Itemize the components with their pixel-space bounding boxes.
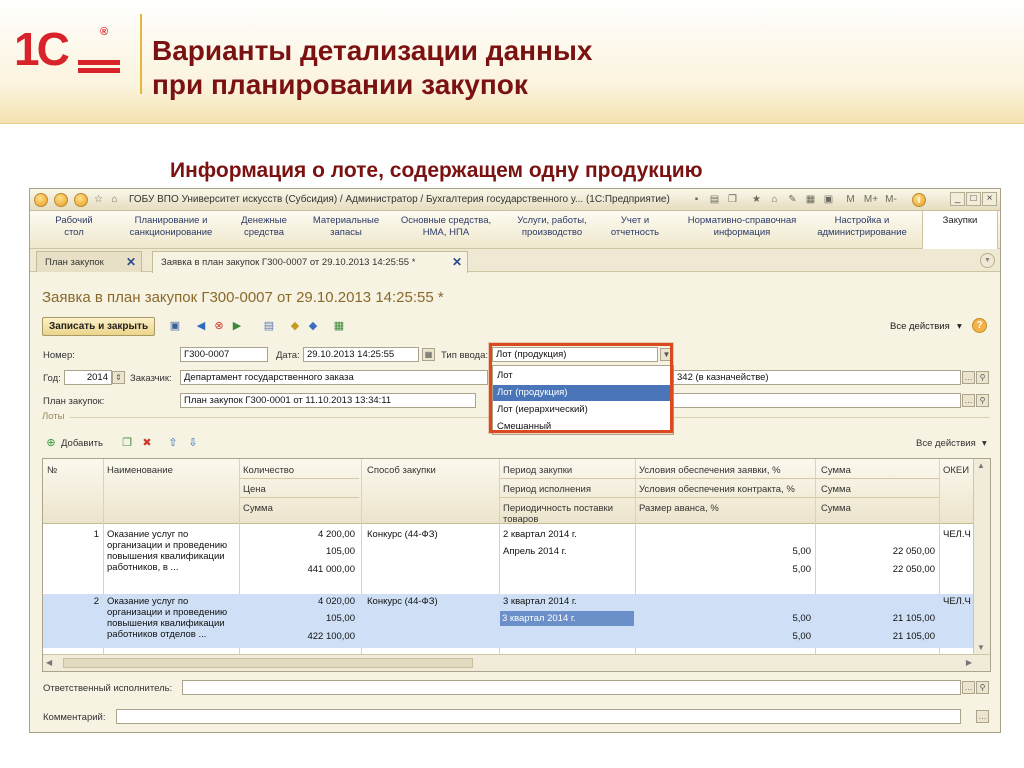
cell-num: 1 bbox=[93, 529, 99, 540]
cell-qty: 4 200,00 bbox=[318, 529, 355, 540]
cell-sum4: 22 050,00 bbox=[892, 564, 935, 575]
slide-title-line-1: Варианты детализации данных bbox=[152, 35, 593, 66]
add-icon[interactable]: ⊕ bbox=[46, 437, 56, 449]
col-cond-app[interactable]: Условия обеспечения заявки, % bbox=[639, 465, 781, 476]
year-field[interactable]: 2014 bbox=[64, 370, 112, 385]
input-type-select[interactable]: Лот (продукция) bbox=[492, 347, 658, 362]
table-row[interactable] bbox=[43, 594, 973, 648]
slide-title bbox=[152, 34, 752, 102]
number-label: Номер: bbox=[43, 350, 75, 361]
customer-field-tail[interactable]: 342 (в казначействе) bbox=[673, 370, 961, 385]
header-divider bbox=[499, 497, 939, 498]
plan-field-tail[interactable] bbox=[673, 393, 961, 408]
scroll-right-icon[interactable]: ▶ bbox=[965, 658, 972, 667]
section-label: Услуги, работы, производство bbox=[517, 215, 587, 238]
table-icon[interactable]: ▦ bbox=[805, 194, 816, 205]
tab-label: Заявка в план закупок Г300-0007 от 29.10.2013 14:25:55 * bbox=[161, 257, 416, 268]
plan-label: План закупок: bbox=[43, 396, 105, 407]
cell-method: Конкурс (44-ФЗ) bbox=[367, 529, 438, 540]
section-purchases[interactable] bbox=[922, 211, 998, 249]
app-window bbox=[29, 188, 1001, 733]
close-tab-icon[interactable]: ✕ bbox=[125, 255, 136, 269]
scroll-left-icon[interactable]: ◀ bbox=[46, 658, 53, 667]
cell-cond-contract: 5,00 bbox=[792, 546, 811, 557]
slide-header bbox=[0, 0, 1024, 124]
forward-icon[interactable] bbox=[74, 193, 88, 207]
cell-name: Оказание услуг по организации и проведению повышения квалификации работников отделов ... bbox=[107, 596, 228, 640]
cell-num: 2 bbox=[93, 596, 99, 607]
add-button[interactable]: Добавить bbox=[61, 438, 103, 449]
minimize-button[interactable]: _ bbox=[950, 192, 965, 206]
move-up-icon[interactable]: ⇧ bbox=[168, 437, 178, 449]
close-window-button[interactable]: × bbox=[982, 192, 997, 206]
table-header bbox=[43, 459, 973, 524]
edit-icon[interactable]: ✎ bbox=[788, 194, 797, 205]
help-button[interactable]: ? bbox=[972, 318, 987, 333]
more-icon[interactable]: … bbox=[976, 710, 989, 723]
scroll-up-icon[interactable]: ▲ bbox=[977, 461, 985, 470]
lots-all-actions-menu[interactable]: Все действия bbox=[916, 438, 976, 449]
table-row[interactable] bbox=[43, 527, 973, 581]
memory-button[interactable]: M bbox=[846, 194, 855, 205]
box-icon[interactable]: ◆ bbox=[290, 320, 300, 332]
document-icon[interactable]: ▤ bbox=[263, 320, 275, 332]
logo-text: 1С bbox=[14, 23, 67, 75]
horizontal-scrollbar[interactable] bbox=[43, 654, 991, 671]
memory-minus-button[interactable]: M- bbox=[885, 194, 897, 205]
cell-method: Конкурс (44-ФЗ) bbox=[367, 596, 438, 607]
dropdown-arrow-icon[interactable]: ▼ bbox=[660, 348, 673, 361]
responsible-label: Ответственный исполнитель: bbox=[43, 683, 173, 694]
col-name[interactable]: Наименование bbox=[107, 465, 173, 476]
lots-group-label: Лоты bbox=[42, 411, 65, 422]
calc-icon[interactable]: ▣ bbox=[823, 194, 834, 205]
col-advance[interactable]: Размер аванса, % bbox=[639, 503, 719, 514]
header-divider bbox=[140, 14, 142, 94]
col-exec-period[interactable]: Период исполнения bbox=[503, 484, 592, 495]
customer-label: Заказчик: bbox=[130, 373, 172, 384]
year-label: Год: bbox=[43, 373, 61, 384]
cell-okei: ЧЕЛ.Ч bbox=[943, 529, 971, 540]
close-tab-icon[interactable]: ✕ bbox=[451, 255, 462, 269]
section-label: Настройка и администрирование bbox=[817, 215, 907, 238]
chevron-down-icon[interactable]: ▾ bbox=[982, 438, 987, 449]
save-icon[interactable]: ▣ bbox=[169, 320, 181, 332]
logo-underline-1 bbox=[78, 60, 120, 65]
section-label: Материальные запасы bbox=[312, 215, 380, 238]
section-label: Денежные средства bbox=[241, 215, 287, 238]
col-sum[interactable]: Сумма bbox=[243, 503, 273, 514]
cell-sum4: 21 105,00 bbox=[892, 631, 935, 642]
chevron-down-icon[interactable]: ▼ bbox=[980, 253, 995, 268]
window-title: ГОБУ ВПО Университет искусств (Субсидия) / Администратор / Бухгалтерия государственного у... (1С:Предприятие) bbox=[129, 194, 670, 205]
tab-purchase-request[interactable] bbox=[152, 251, 468, 273]
dropdown-option[interactable]: Лот (иерархический) bbox=[497, 404, 588, 415]
search-icon[interactable]: ⚲ bbox=[976, 394, 989, 407]
col-price[interactable]: Цена bbox=[243, 484, 266, 495]
maximize-button[interactable]: □ bbox=[966, 192, 981, 206]
lots-table bbox=[42, 458, 991, 672]
back-icon[interactable] bbox=[54, 193, 68, 207]
document-tabs bbox=[30, 249, 1000, 272]
cell-exec-period-selected[interactable]: 3 квартал 2014 г. bbox=[500, 611, 634, 626]
1c-logo bbox=[14, 23, 122, 76]
col-cond-contract[interactable]: Условия обеспечения контракта, % bbox=[639, 484, 795, 495]
section-label: Основные средства, НМА, НПА bbox=[400, 215, 492, 238]
favorites-icon[interactable]: ☆ bbox=[94, 194, 103, 205]
cell-sum: 422 100,00 bbox=[307, 631, 355, 642]
input-type-label: Тип ввода: bbox=[441, 350, 489, 361]
section-reporting[interactable] bbox=[606, 215, 664, 239]
section-label: Закупки bbox=[942, 215, 978, 226]
star-icon[interactable]: ★ bbox=[752, 194, 761, 205]
form-toolbar bbox=[42, 317, 992, 337]
responsible-field[interactable] bbox=[182, 680, 961, 695]
section-panel bbox=[30, 211, 1000, 249]
plan-field[interactable]: План закупок Г300-0001 от 11.10.2013 13:34:11 bbox=[180, 393, 476, 408]
col-num[interactable]: № bbox=[47, 465, 58, 476]
box-blue-icon[interactable]: ◆ bbox=[308, 320, 318, 332]
tab-label: План закупок bbox=[45, 257, 104, 268]
year-stepper[interactable]: ⇕ bbox=[112, 371, 125, 384]
header-divider bbox=[499, 478, 939, 479]
save-icon[interactable]: ▪ bbox=[694, 194, 699, 205]
section-services[interactable] bbox=[504, 215, 600, 239]
cell-name: Оказание услуг по организации и проведению повышения квалификации работников, в ... bbox=[107, 529, 228, 573]
save-and-close-button[interactable]: Записать и закрыть bbox=[42, 317, 155, 336]
cell-period: 2 квартал 2014 г. bbox=[503, 529, 577, 540]
comment-field[interactable] bbox=[116, 709, 961, 724]
form-title: Заявка в план закупок Г300-0007 от 29.10.2013 14:25:55 * bbox=[42, 289, 444, 306]
section-label: Учет и отчетность bbox=[610, 215, 660, 238]
all-actions-menu[interactable]: Все действия bbox=[890, 321, 950, 332]
more-icon[interactable]: … bbox=[962, 371, 975, 384]
col-sum3[interactable]: Сумма bbox=[821, 484, 851, 495]
move-down-icon[interactable]: ⇩ bbox=[188, 437, 198, 449]
header-divider bbox=[239, 478, 359, 479]
more-icon[interactable]: … bbox=[962, 681, 975, 694]
dropdown-option[interactable]: Смешанный bbox=[497, 421, 552, 432]
print-icon[interactable]: ▤ bbox=[709, 194, 720, 205]
section-settings[interactable] bbox=[814, 215, 910, 239]
slide-title-line-2: при планировании закупок bbox=[152, 69, 528, 100]
section-label: Планирование и санкционирование bbox=[129, 215, 213, 238]
search-icon[interactable]: ⚲ bbox=[976, 681, 989, 694]
memory-plus-button[interactable]: M+ bbox=[863, 194, 879, 205]
header-divider bbox=[239, 497, 359, 498]
cell-sum: 441 000,00 bbox=[307, 564, 355, 575]
col-periodicity[interactable]: Периодичность поставки товаров bbox=[503, 503, 614, 525]
calendar-icon[interactable]: ▦ bbox=[422, 348, 435, 361]
date-field[interactable]: 29.10.2013 14:25:55 bbox=[303, 347, 419, 362]
cell-sum3: 22 050,00 bbox=[892, 546, 935, 557]
scroll-down-icon[interactable]: ▼ bbox=[977, 643, 985, 652]
highlight-frame bbox=[489, 343, 673, 433]
col-sum4[interactable]: Сумма bbox=[821, 503, 851, 514]
app-menu-icon[interactable] bbox=[34, 193, 48, 207]
col-qty[interactable]: Количество bbox=[243, 465, 295, 476]
col-sum2[interactable]: Сумма bbox=[821, 465, 851, 476]
tab-purchase-plan[interactable] bbox=[36, 251, 142, 272]
col-period[interactable]: Период закупки bbox=[503, 465, 573, 476]
window-titlebar bbox=[30, 189, 1000, 211]
dropdown-option[interactable]: Лот bbox=[497, 370, 513, 381]
section-label: Нормативно-справочная информация bbox=[687, 215, 797, 238]
col-okei[interactable]: ОКЕИ bbox=[943, 465, 970, 476]
section-fixed-assets[interactable] bbox=[394, 215, 498, 239]
arrow-left-icon[interactable]: ◀ bbox=[196, 320, 206, 332]
chevron-down-icon[interactable]: ▾ bbox=[957, 321, 962, 332]
report-icon[interactable]: ▦ bbox=[333, 320, 345, 332]
copy-icon[interactable]: ❐ bbox=[728, 194, 737, 205]
cell-cond-contract: 5,00 bbox=[792, 613, 811, 624]
copy-row-icon[interactable]: ❐ bbox=[122, 437, 132, 449]
cell-price: 105,00 bbox=[325, 546, 355, 557]
cell-price: 105,00 bbox=[325, 613, 355, 624]
home-icon[interactable]: ⌂ bbox=[771, 194, 778, 205]
vertical-scrollbar[interactable] bbox=[973, 459, 990, 654]
dropdown-option-selected[interactable]: Лот (продукция) bbox=[493, 385, 673, 401]
arrow-right-icon[interactable]: ▶ bbox=[232, 320, 242, 332]
cell-advance: 5,00 bbox=[792, 631, 811, 642]
info-icon[interactable]: i bbox=[912, 193, 926, 207]
comment-label: Комментарий: bbox=[43, 712, 106, 723]
date-label: Дата: bbox=[276, 350, 300, 361]
cell-sum3: 21 105,00 bbox=[892, 613, 935, 624]
slide-subtitle: Информация о лоте, содержащем одну продукцию bbox=[170, 159, 703, 182]
cell-advance: 5,00 bbox=[792, 564, 811, 575]
scroll-thumb[interactable] bbox=[63, 658, 473, 668]
customer-field[interactable]: Департамент государственного заказа bbox=[180, 370, 488, 385]
logo-underline-2 bbox=[78, 68, 120, 73]
cell-qty: 4 020,00 bbox=[318, 596, 355, 607]
section-money[interactable] bbox=[234, 215, 294, 239]
section-planning[interactable] bbox=[116, 215, 226, 239]
col-method[interactable]: Способ закупки bbox=[367, 465, 436, 476]
delete-icon[interactable]: ✖ bbox=[142, 437, 152, 449]
cell-exec-period: Апрель 2014 г. bbox=[503, 546, 567, 557]
logo-registered-mark: ® bbox=[100, 26, 109, 38]
cell-period: 3 квартал 2014 г. bbox=[503, 596, 577, 607]
more-icon[interactable]: … bbox=[962, 394, 975, 407]
search-icon[interactable]: ⚲ bbox=[976, 371, 989, 384]
section-reference[interactable] bbox=[676, 215, 808, 239]
history-icon[interactable]: ⌂ bbox=[111, 194, 118, 205]
cancel-icon[interactable]: ⊗ bbox=[214, 320, 224, 332]
number-field[interactable]: Г300-0007 bbox=[180, 347, 268, 362]
section-label: Рабочий стол bbox=[55, 215, 93, 238]
section-materials[interactable] bbox=[306, 215, 386, 239]
cell-okei: ЧЕЛ.Ч bbox=[943, 596, 971, 607]
section-desktop[interactable] bbox=[46, 215, 102, 239]
